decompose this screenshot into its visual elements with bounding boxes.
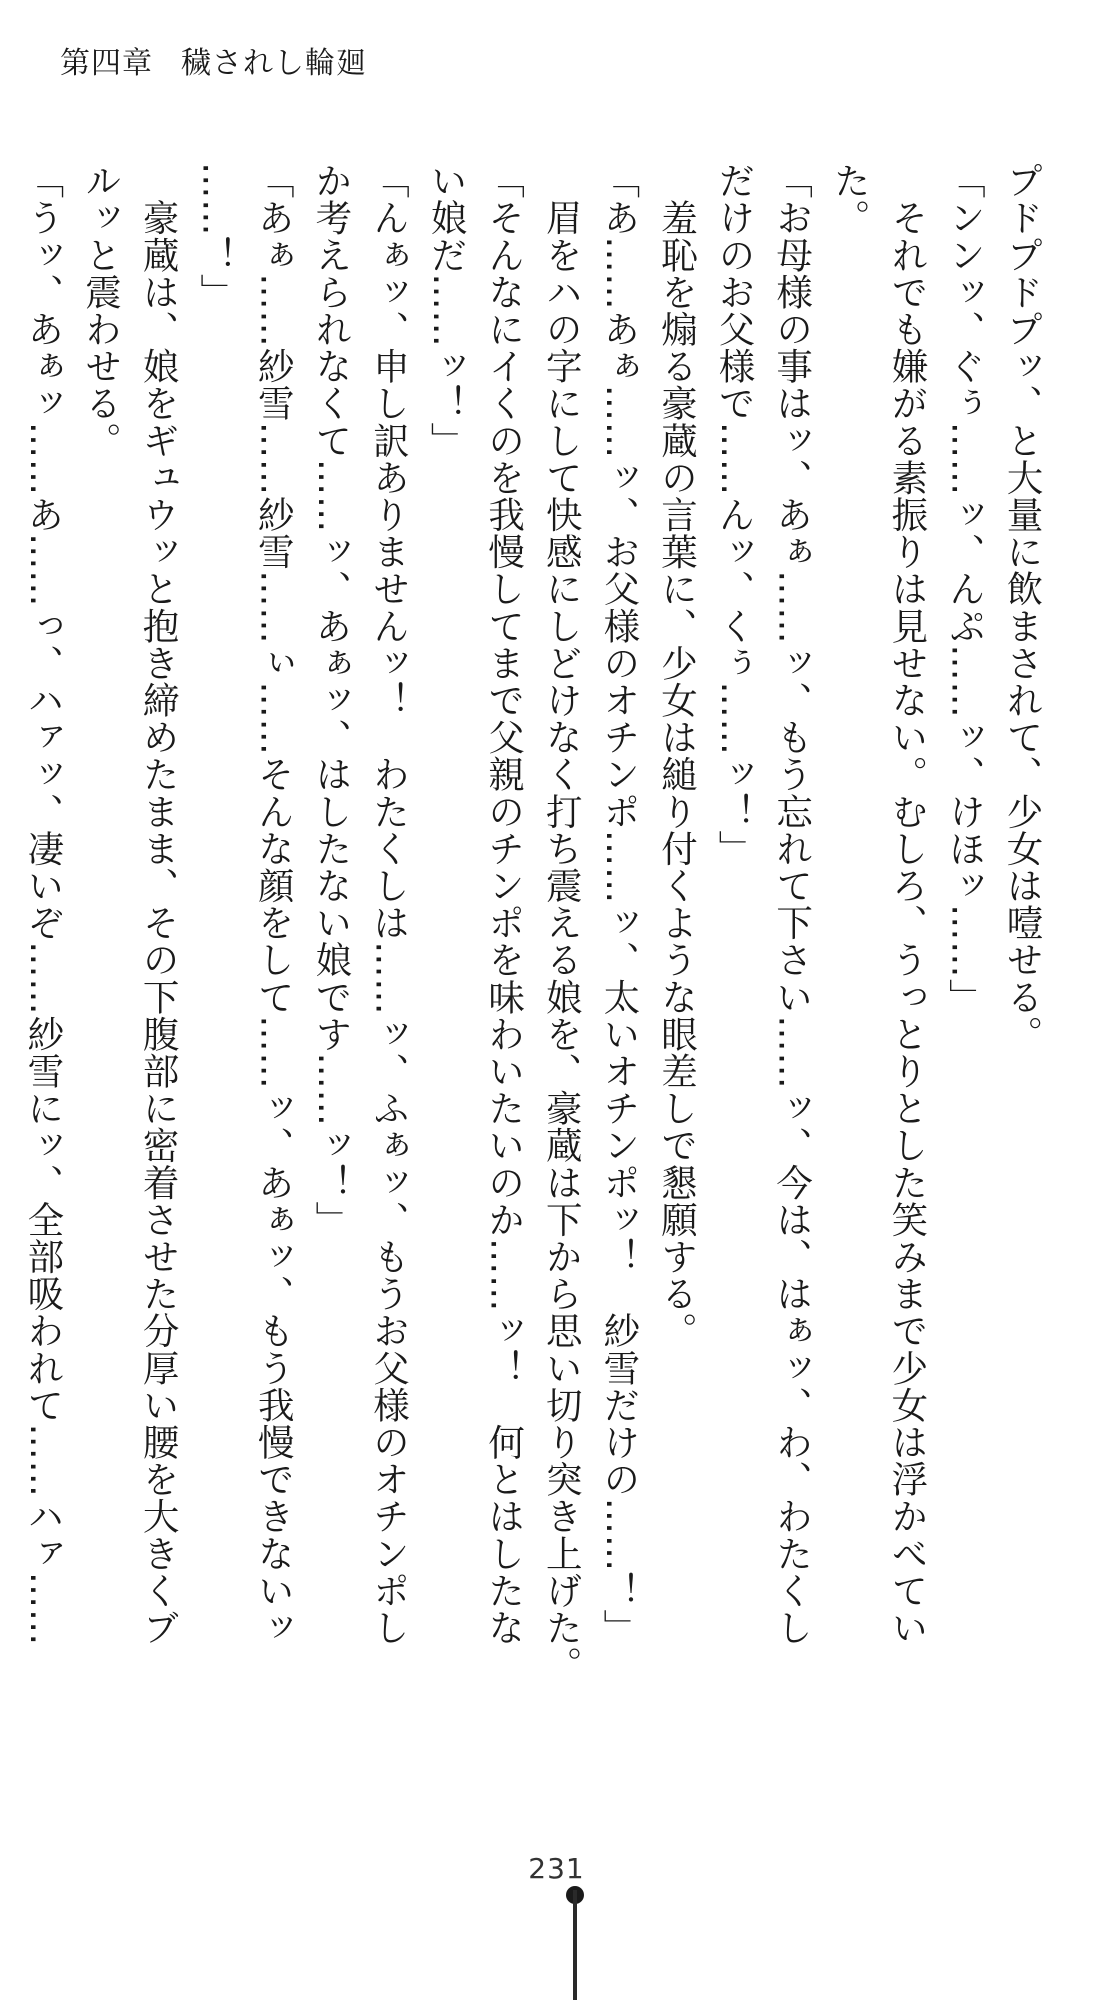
chapter-title: 穢されし輪廻 — [181, 46, 367, 81]
text-line: ルッと震わせる。 — [79, 162, 123, 459]
text-line: い娘だ……ッ！」 — [425, 162, 469, 459]
text-line: 豪蔵は、娘をギュウッと抱き締めたまま、その下腹部に密着させた分厚い腰を大きくブ — [137, 162, 181, 1646]
running-header — [60, 38, 367, 82]
text-line: 「んぁッ、申し訳ありませんッ！ わたくしは……ッ、ふぁッ、もうお父様のオチンポし — [367, 162, 411, 1646]
page-marker-line — [573, 1890, 577, 2000]
text-line: それでも嫌がる素振りは見せない。むしろ、うっとりとした笑みまで少女は浮かべてい — [885, 162, 929, 1646]
text-line: 眉をハの字にして快感にしどけなく打ち震える娘を、豪蔵は下から思い切り突き上げた。 — [540, 162, 584, 1684]
chapter-number: 第四章 — [60, 46, 153, 81]
text-line: 羞恥を煽る豪蔵の言葉に、少女は縋り付くような眼差しで懇願する。 — [655, 162, 699, 1350]
page-number: 231 — [528, 1852, 585, 1885]
text-line: 「あぁ……紗雪……紗雪……ぃ……そんな顔をして……ッ、あぁッ、もう我慢できないッ — [252, 162, 296, 1646]
text-line: 「うッ、あぁッ……あ……っ、ハァッ、凄いぞ……紗雪にッ、全部吸われて……ハァ…… — [21, 162, 65, 1646]
text-line: 「ンンッ、ぐぅ……ッ、んぷ……ッ、けほッ……」 — [943, 162, 987, 1016]
text-line: プドプドプッ、と大量に飲まされて、少女は噎せる。 — [1001, 162, 1044, 1053]
text-line: だけのお父様で……んッ、くぅ……ッ！」 — [713, 162, 757, 867]
vertical-body-text — [14, 162, 1051, 1684]
text-line: た。 — [828, 162, 872, 237]
text-line: か考えられなくて……ッ、あぁッ、はしたない娘です……ッ！」 — [309, 162, 353, 1238]
text-line: 「そんなにイくのを我慢してまで父親のチンポを味わいたいのか……ッ！ 何とはしたな — [482, 162, 526, 1646]
text-line: 「あ……あぁ……ッ、お父様のオチンポ……ッ、太いオチンポッ！ 紗雪だけの……！」 — [597, 162, 641, 1646]
text-line: 「お母様の事はッ、あぁ……ッ、もう忘れて下さい……ッ、今は、はぁッ、わ、わたくし — [770, 162, 814, 1646]
page-footer — [0, 1852, 1113, 1885]
text-line: ……！」 — [194, 162, 238, 311]
